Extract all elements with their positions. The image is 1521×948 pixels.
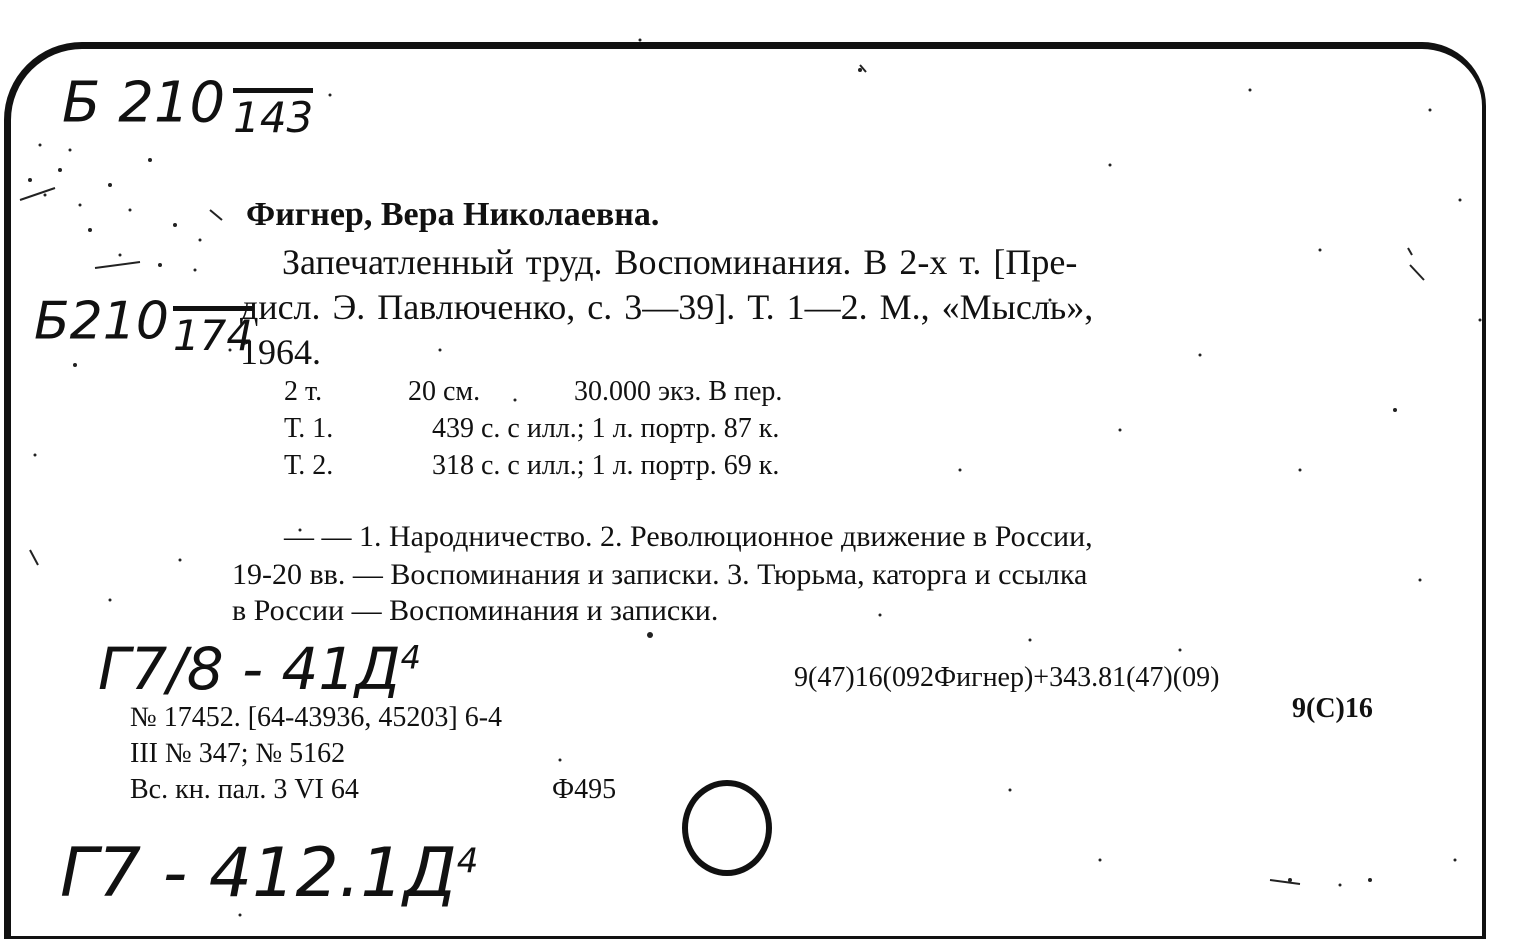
footer-chamber-date: Вс. кн. пал. 3 VI 64 <box>130 774 359 805</box>
classification-index: 9(47)16(092Фигнер)+343.81(47)(09) <box>794 662 1220 693</box>
collation-volumes: 2 т. <box>284 376 323 407</box>
handwritten-note-2 <box>60 834 479 913</box>
handwritten-note-1 <box>98 635 421 703</box>
handwritten-note-1-text: Г7/8 - 41Д <box>98 635 401 703</box>
shelfmark-top-main: Б 210 <box>62 70 226 136</box>
shelfmark-top <box>62 70 314 142</box>
shelfmark-top-fraction <box>233 74 314 142</box>
volume-2-label: Т. 2. <box>284 450 334 481</box>
subjects-line-1: — — 1. Народничество. 2. Революционное движение в России, <box>284 520 1093 553</box>
footer-code: Ф495 <box>552 774 617 805</box>
punched-circle-mark <box>682 780 772 876</box>
handwritten-note-2-sup: 4 <box>456 841 479 882</box>
subjects-line-3: в России — Воспоминания и записки. <box>232 594 719 627</box>
collation-edition: 30.000 экз. В пер. <box>574 376 783 407</box>
title-line-2: дисл. Э. Павлюченко, с. 3—39]. Т. 1—2. М., «Мысль», <box>240 287 1094 327</box>
title-line-1: Запечатленный труд. Воспоминания. В 2-х т. [Пре- <box>282 242 1078 282</box>
volume-1-details: 439 с. с илл.; 1 л. портр. 87 к. <box>432 413 780 444</box>
collation-size: 20 см. <box>408 376 481 407</box>
subjects-line-2: 19-20 вв. — Воспоминания и записки. 3. Тюрьма, каторга и ссылка <box>232 558 1088 591</box>
shelfmark-top-numerator <box>233 74 313 93</box>
shelfmark-top-denominator: 143 <box>233 93 314 142</box>
handwritten-note-1-sup: 4 <box>400 638 421 677</box>
handwritten-note-2-text: Г7 - 412.1Д <box>60 834 457 913</box>
volume-1-label: Т. 1. <box>284 413 334 444</box>
shelfmark-middle-main: Б210 <box>34 291 169 352</box>
author-heading: Фигнер, Вера Николаевна. <box>246 196 660 233</box>
volume-2-details: 318 с. с илл.; 1 л. портр. 69 к. <box>432 450 780 481</box>
shelfmark-middle-denominator: 174 <box>172 311 254 360</box>
shelfmark-middle <box>34 291 254 360</box>
classification-index-2: 9(С)16 <box>1292 693 1373 724</box>
footer-registration: № 17452. [64-43936, 45203] 6-4 <box>130 702 503 733</box>
footer-numbers: III № 347; № 5162 <box>130 738 346 769</box>
title-line-3: 1964. <box>240 332 321 372</box>
